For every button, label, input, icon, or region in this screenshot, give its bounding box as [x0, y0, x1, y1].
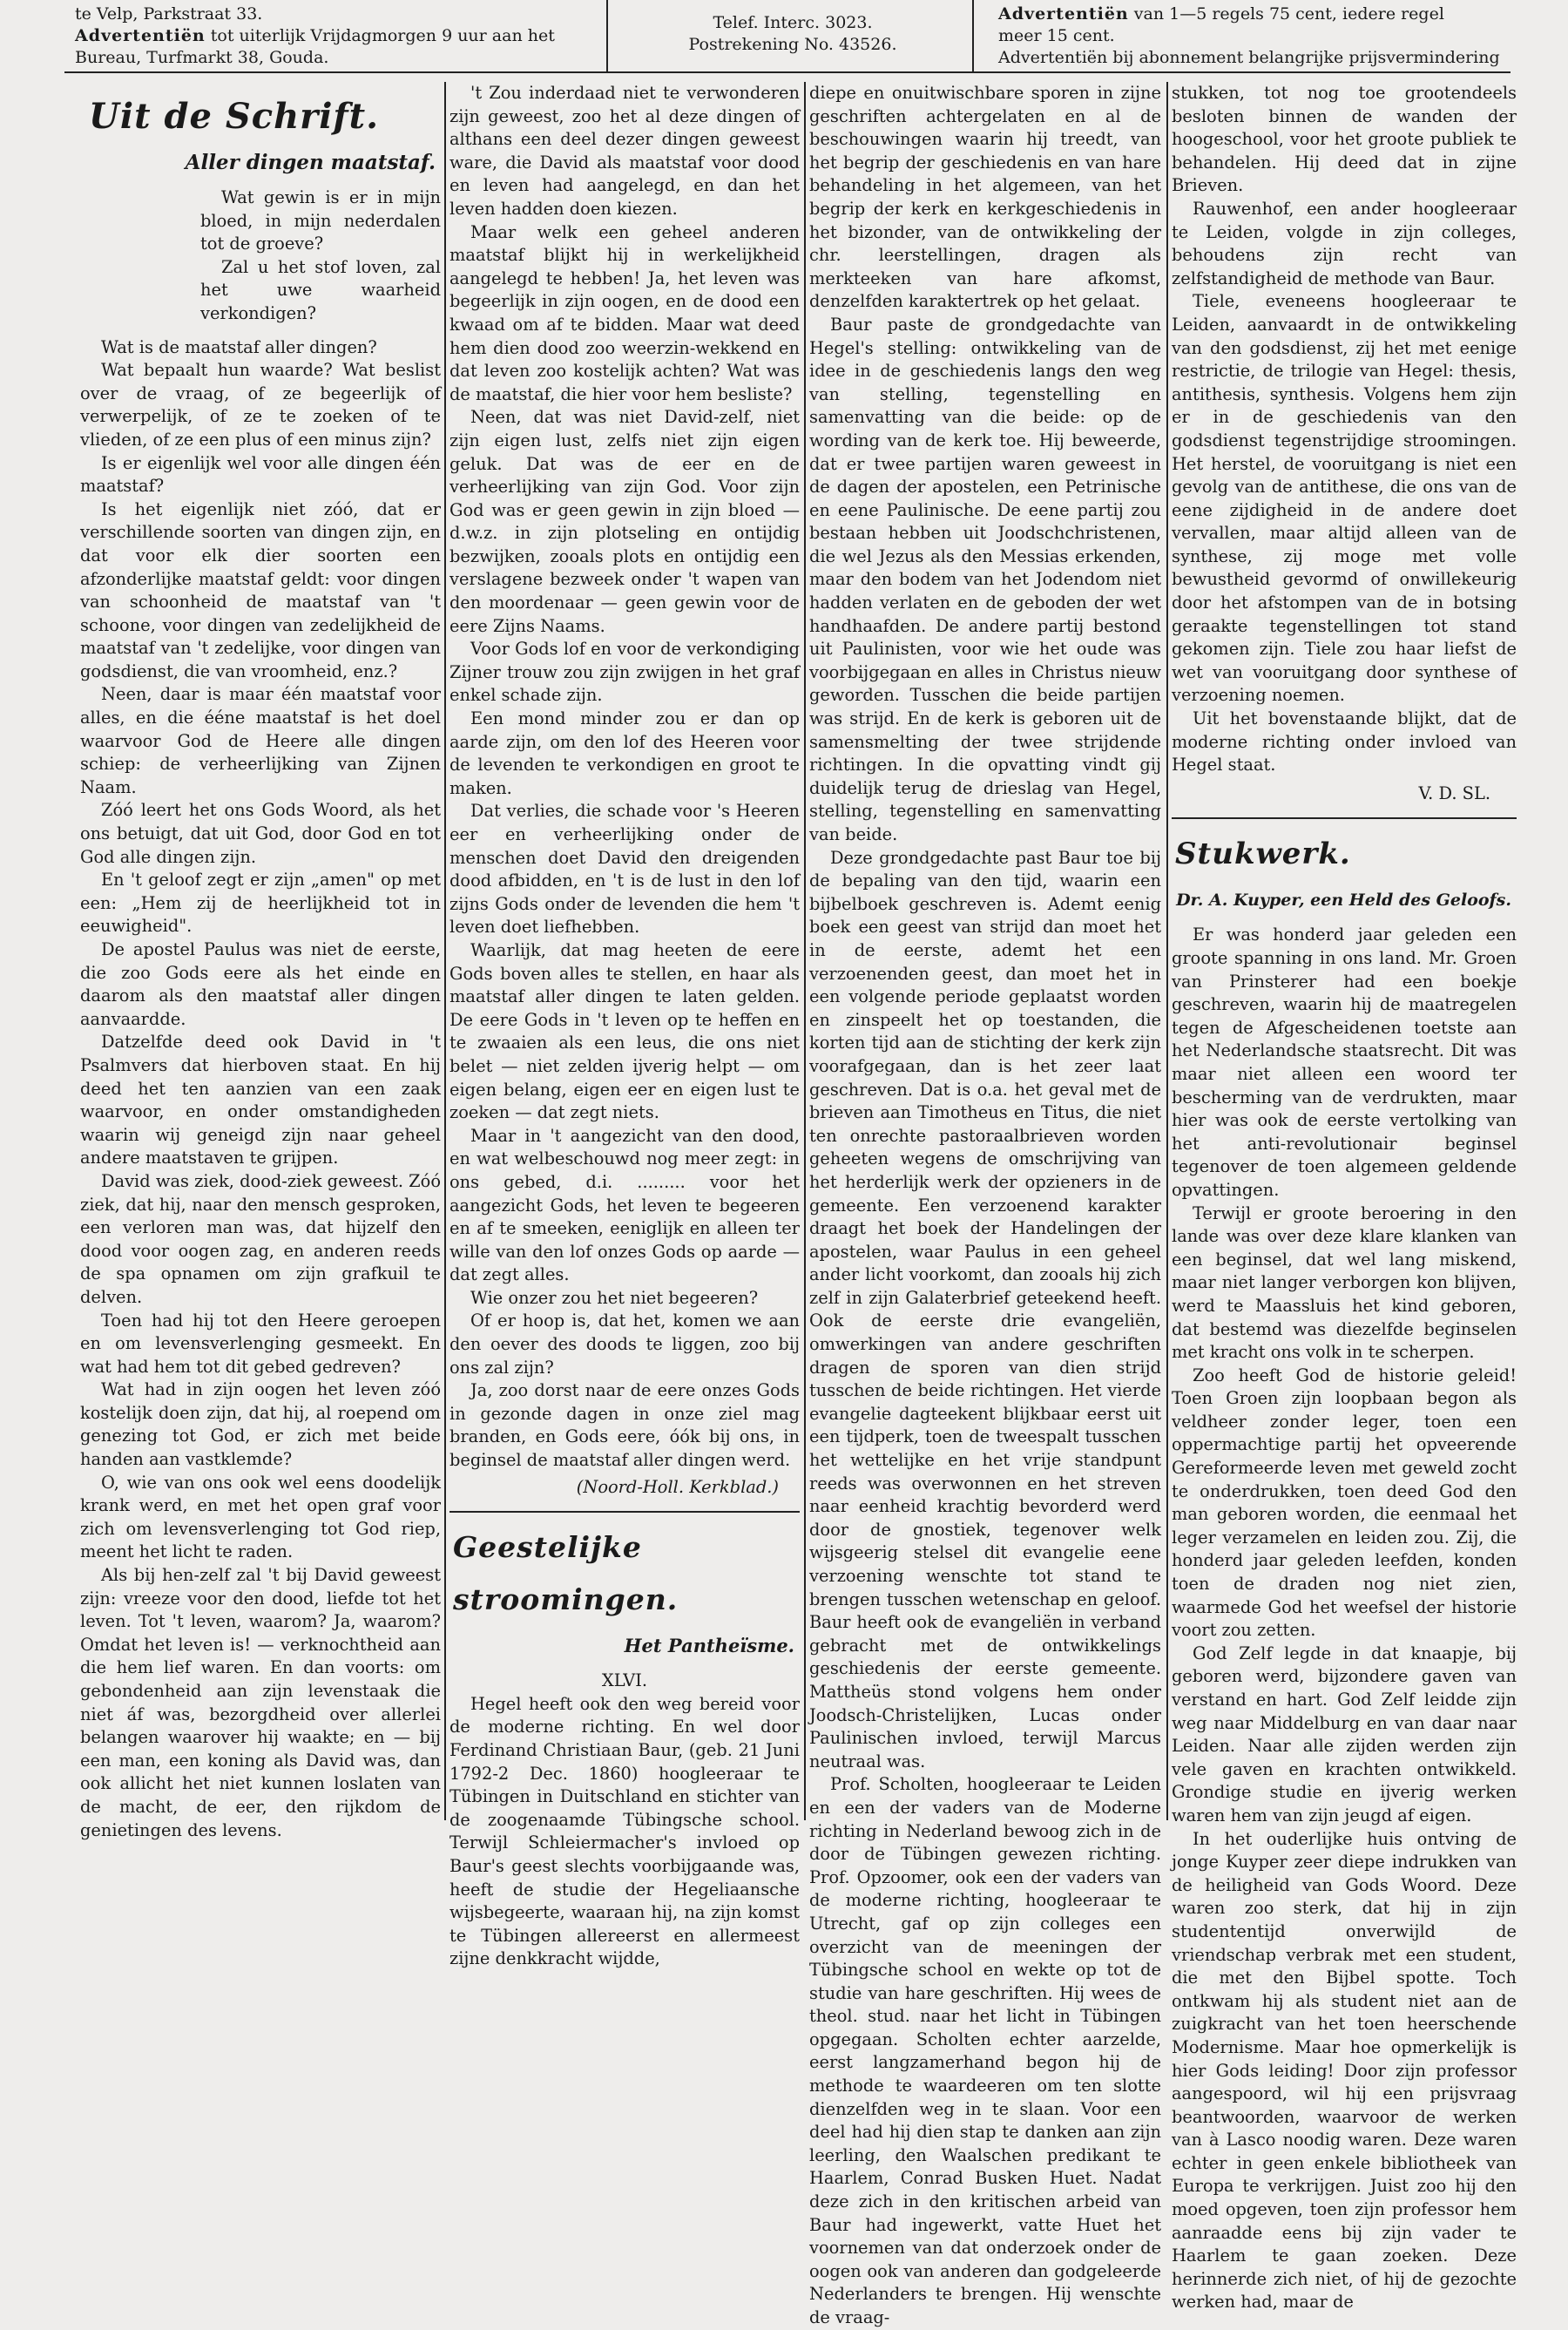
masthead-address	[75, 3, 598, 69]
advert-extra-rate: meer 15 cent.	[998, 26, 1115, 45]
paragraph: Wat had in zijn oogen het leven zóó kostelijk doen zijn, dat hij, al roepend om genezing tot God, er zich met beide handen aan vastklemde?	[80, 1379, 441, 1470]
column-3	[809, 82, 1161, 2330]
paragraph: Neen, daar is maar één maatstaf voor alles, en die ééne maatstaf is het doel waarvoor God de Heere alle dingen schiep: de verheerlijking van Zijnen Naam.	[80, 684, 441, 797]
paragraph: En 't geloof zegt er zijn „amen" op met een: „Hem zij de heerlijkheid tot in eeuwigheid".	[80, 870, 441, 937]
psalm-verse	[200, 186, 441, 326]
article-subheading: Aller dingen maatstaf.	[185, 151, 436, 174]
article-source: (Noord-Holl. Kerkblad.)	[576, 1476, 779, 1497]
paragraph: Zoo heeft God de historie geleid! Toen Groen zijn loopbaan begon als veldheer zonder leger, toen een oppermachtige partij het opveerende Gereformeerde leven met geweld zocht te onderdrukken, toen deed God den man geboren worden, die eenmaal het leger verzamelen en leiden zou. Zij, die honderd jaar geleden leefden, konden toen de draden nog niet zien, waarmede God het weefsel der historie voort zou zetten.	[1172, 1365, 1517, 1641]
column-rule	[444, 82, 446, 1820]
paragraph: Deze grondgedachte past Baur toe bij de bepaling van den tijd, waarin een bijbelboek geschreven is. Ademt eenig boek een geest van strijd dan moet het in de eerste, ademt het een verzoenenden geest, dan moet het in een volgende periode geplaatst worden en zinspeelt het op toestanden, die korten tijd aan de stichting der kerk zijn voorafgegaan, dan is het zeer laat geschreven. Dat is o.a. het geval met de brieven aan Timotheus en Titus, die niet ten onrechte pastoraalbrieven worden geheeten wegens de omschrijving van het herderlijk werk der opzieners in de gemeente. Een verzoenend karakter draagt het boek der Handelingen der apostelen, waar Paulus in een geheel ander licht voorkomt, dan zooals hij zich zelf in zijn Galaterbrief geteekend heeft. Ook de eerste drie evangeliën, omwerkingen van andere geschriften dragen de sporen van dien strijd tusschen de beide richtingen. Het vierde evangelie dagteekent blijkbaar eerst uit een tijdperk, toen de tweespalt tusschen het wettelijke en het vrije standpunt reeds was overwonnen en het streven naar eenheid krachtig bevorderd werd door de gnostiek, tegenover welk wijsgeerig stelsel dit evangelie eene verzoening wenschte tot stand te brengen tusschen wetenschap en geloof. Baur heeft ook de evangeliën in verband gebracht met de ontwikkelings geschiedenis der eerste gemeente. Mattheüs stond volgens hem onder Joodsch-Christelijken, Lucas onder Paulinischen invloed, terwijl Marcus neutraal was.	[809, 847, 1161, 1771]
masthead-bureau: Bureau, Turfmarkt 38, Gouda.	[75, 48, 329, 67]
masthead-address-line: te Velp, Parkstraat 33.	[75, 4, 263, 24]
article-heading: Stukwerk.	[1175, 836, 1351, 872]
masthead	[0, 0, 1568, 74]
verse-line: Wat gewin is er in mijn bloed, in mijn nederdalen tot de groeve?	[200, 187, 441, 254]
masthead-column-rule	[606, 0, 608, 73]
paragraph: Datzelfde deed ook David in 't Psalmvers dat hierboven staat. En hij deed het ten aanzien van een zaak waarvoor, en onder omstandigheden waarin wij geneigd zijn naar geheel andere maatstaven te grijpen.	[80, 1032, 441, 1168]
paragraph: Voor Gods lof en voor de verkondiging Zijner trouw zou zijn zwijgen in het graf enkel schade zijn.	[449, 639, 800, 706]
paragraph: Waarlijk, dat mag heeten de eere Gods boven alles te stellen, en haar als maatstaf aller dingen te laten gelden. De eere Gods in 't leven op te heffen en te zwaaien als een leus, die ons niet belet — niet zelden ijverig helpt — om eigen belang, eigen eer en eigen lust te zoeken — dat zegt niets.	[449, 939, 800, 1123]
column-2	[449, 82, 800, 1971]
paragraph: Wat is de maatstaf aller dingen?	[101, 336, 377, 357]
installment-number: XLVI.	[601, 1670, 648, 1691]
paragraph: Wat bepaalt hun waarde? Wat beslist over de vraag, of ze begeerlijk of verwerpelijk, of ze te zoeken of te vlieden, of ze een plus of een minus zijn?	[80, 360, 441, 450]
paragraph: Uit het bovenstaande blijkt, dat de moderne richting onder invloed van Hegel staat.	[1172, 708, 1517, 776]
paragraph: Er was honderd jaar geleden een groote spanning in ons land. Mr. Groen van Prinsterer had een boekje geschreven, waarin hij de maatregelen tegen de Afgescheidenen toetste aan het Nederlandsche staatsrecht. Dit was maar niet alleen een woord ter bescherming van de verdrukten, maar hier was ook de eerste vertolking van het anti-revolutionair beginsel tegenover de toen algemeen geldende opvattingen.	[1172, 925, 1517, 1200]
paragraph: Baur paste de grondgedachte van Hegel's stelling: ontwikkeling van de idee in de geschiedenis langs den weg van stelling, tegenstelling en samenvatting van die beide: op de wording van de kerk toe. Hij beweerde, dat er twee partijen waren geweest in de dagen der apostelen, een Petrinische en eene Paulinische. De eene partij zou bestaan hebben uit Joodschchristenen, die wel Jezus als den Messias erkenden, maar den bodem van het Jodendom niet hadden verlaten en de geboden der wet handhaafden. De andere partij bestond uit Paulinisten, voor wie het oude was voorbijgegaan en alles in Christus nieuw geworden. Tusschen die beide partijen was strijd. En de kerk is geboren uit de samensmelting der twee strijdende richtingen. In die opvatting vindt gij duidelijk terug de drieslag van Hegel, stelling, tegenstelling en samenvatting van beide.	[809, 314, 1161, 844]
paragraph: Tiele, eveneens hoogleeraar te Leiden, aanvaardt in de ontwikkeling van den godsdienst, zij het met eenige restrictie, de trilogie van Hegel: thesis, antithesis, synthesis. Volgens hem zijn er in de geschiedenis van den godsdienst tegenstrijdige stroomingen. Het herstel, de vooruitgang is niet een gevolg van de antithese, die ons van de eene zijdigheid in de andere doet vervallen, maar altijd alleen van de synthese, zij moge met volle bewustheid gevormd of onwillekeurig door het afstompen van de in botsing geraakte tegenstellingen tot stand gekomen zijn. Tiele zou haar liefst de wet van vooruitgang door synthese of verzoening noemen.	[1172, 291, 1517, 706]
section-divider	[449, 1511, 800, 1513]
advert-deadline: tot uiterlijk Vrijdagmorgen 9 uur aan het	[210, 26, 555, 45]
paragraph: 't Zou inderdaad niet te verwonderen zijn geweest, zoo het al deze dingen of althans een deel dezer dingen geweest ware, die David als maatstaf voor dood en leven had aangelegd, en dan het leven hadden doen kiezen.	[449, 83, 800, 219]
paragraph: diepe en onuitwischbare sporen in zijne geschriften achtergelaten en al de beschouwingen waarin hij treedt, van het begrip der geschiedenis en van hare behandeling in het algemeen, van het begrip der kerk en kerkgeschiedenis in het bizonder, van de ontwikkeling der chr. leerstellingen, dragen als merkteeken van hare afkomst, denzelfden karaktertrek op het gelaat.	[809, 83, 1161, 312]
paragraph: De apostel Paulus was niet de eerste, die zoo Gods eere als het einde en daarom als den maatstaf aller dingen aanvaardde.	[80, 939, 441, 1029]
paragraph: Toen had hij tot den Heere geroepen en om levensverlenging gesmeekt. En wat had hem tot dit gebed gedreven?	[80, 1310, 441, 1377]
section-divider	[1172, 817, 1517, 819]
masthead-divider	[64, 71, 1511, 73]
paragraph: Prof. Scholten, hoogleeraar te Leiden en een der vaders van de Moderne richting in Nederland bewoog zich in de door de Tübingen gewezen richting. Prof. Opzoomer, ook een der vaders van de moderne richting, hoogleeraar te Utrecht, gaf op zijn colleges een overzicht van de meeningen der Tübingsche school en wekte op tot de studie van hare geschriften. Hij wees de theol. stud. naar het licht in Tübingen opgegaan. Scholten echter aarzelde, eerst langzamerhand begon hij de methode te waardeeren om ten slotte dienzelfden weg in te slaan. Voor een deel had hij dien stap te danken aan zijn leerling, den Waalschen predikant te Haarlem, Conrad Busken Huet. Nadat deze zich in den kritischen arbeid van Baur had ingewerkt, vatte Huet het voornemen van dat onderzoek onder de oogen ook van anderen dan godgeleerde Nederlanders te brengen. Hij wenschte de vraag-	[809, 1774, 1161, 2327]
phone-number: Telef. Interc. 3023.	[713, 13, 873, 32]
advert-rates-label: Advertentiën	[998, 4, 1129, 24]
column-rule	[1166, 82, 1168, 1820]
column-1	[80, 82, 441, 1842]
paragraph: Ja, zoo dorst naar de eere onzes Gods in gezonde dagen in onze ziel mag branden, en Gods eere, óók bij ons, in beginsel de maatstaf aller dingen werd.	[449, 1380, 800, 1471]
paragraph: Hegel heeft ook den weg bereid voor de moderne richting. En wel door Ferdinand Christiaan Baur, (geb. 21 Juni 1792-2 Dec. 1860) hoogleeraar te Tübingen in Duitschland en stichter van de zoogenaamde Tübingsche school. Terwijl Schleiermacher's invloed op Baur's geest slechts voorbijgaande was, heeft de studie der Hegeliaansche wijsbegeerte, waaraan hij, na zijn komst te Tübingen allereerst en allermeest zijne denkkracht wijdde,	[449, 1693, 800, 1969]
column-rule	[804, 82, 806, 1820]
verse-line: Zal u het stof loven, zal het uwe waarheid verkondigen?	[200, 256, 441, 323]
paragraph: Rauwenhof, een ander hoogleeraar te Leiden, volgde in zijn colleges, behoudens zijn recht van zelfstandigheid de methode van Baur.	[1172, 198, 1517, 288]
advert-discount: Advertentiën bij abonnement belangrijke prijsvermindering	[998, 48, 1500, 67]
author-signature: V. D. SL.	[1418, 782, 1490, 803]
advert-rates: van 1—5 regels 75 cent, iedere regel	[1133, 4, 1444, 24]
paragraph: Dat verlies, die schade voor 's Heeren eer en verheerlijking onder de menschen doet David den dreigenden dood afbidden, en 't is de lust in den lof zijns Gods onder de levenden die hem 't leven doet liefhebben.	[449, 801, 800, 938]
article-heading: Geestelijke stroomingen.	[453, 1530, 679, 1617]
postal-account: Postrekening No. 43526.	[688, 35, 897, 54]
advert-label: Advertentiën	[75, 26, 206, 45]
paragraph: stukken, tot nog toe grootendeels besloten binnen de wanden der hoogeschool, voor het groote publiek te behandelen. Hij deed dat in zijne Brieven.	[1172, 83, 1517, 196]
masthead-contact	[662, 12, 923, 56]
masthead-rates	[998, 3, 1521, 69]
paragraph: God Zelf legde in dat knaapje, bij geboren werd, bijzondere gaven van verstand en hart. God Zelf leidde zijn weg naar Middelburg en van daar naar Leiden. Naar alle zijden werden zijn vele gaven en krachten ontwikkeld. Grondige studie en ijverig werken waren hem van zijn jeugd af eigen.	[1172, 1643, 1517, 1825]
paragraph: O, wie van ons ook wel eens doodelijk krank werd, en met het open graf voor zich om levensverlenging tot God riep, meent het licht te raden.	[80, 1472, 441, 1562]
paragraph: Maar in 't aangezicht van den dood, en wat welbeschouwd nog meer zegt: in ons gebed, d.i. ......... voor het aangezicht Gods, het leven te begeeren en af te smeeken, eeniglijk en alleen ter wille van den lof onzes Gods op aarde — dat zegt alles.	[449, 1125, 800, 1285]
article-subheading: Het Pantheïsme.	[624, 1635, 794, 1657]
paragraph: In het ouderlijke huis ontving de jonge Kuyper zeer diepe indrukken van de heiligheid van Gods Woord. Deze waren zoo sterk, dat hij in zijn studententijd onverwijld de vriendschap verbrak met een student, die met den Bijbel spotte. Toch ontkwam hij als student niet aan de zuigkracht van het toen heerschende Modernisme. Maar hoe opmerkelijk is hier Gods leiding! Door zijn professor aangespoord, wil hij een prijsvraag beantwoorden, waarvoor de werken van à Lasco noodig waren. Deze waren echter in geen enkele bibliotheek van Europa te verkrijgen. Juist zoo hij den moed opgeven, toen zijn professor hem aanraadde eens bij zijn vader te Haarlem te gaan zoeken. Deze herinnerde zich niet, of hij de gezochte werken had, maar de	[1172, 1828, 1517, 2313]
article-subheading: Dr. A. Kuyper, een Held des Geloofs.	[1176, 891, 1511, 911]
paragraph: Zóó leert het ons Gods Woord, als het ons betuigt, dat uit God, door God en tot God alle dingen zijn.	[80, 800, 441, 867]
paragraph: Neen, dat was niet David-zelf, niet zijn eigen lust, zelfs niet zijn eigen geluk. Dat was de eer en de verheerlijking van zijn God. Voor zijn God was er geen gewin in zijn bloed — d.w.z. in zijn plotseling en ontijdig bezwijken, zooals plots en ontijdig een verslagene bezweek onder 't wapen van den moordenaar — geen gewin voor de eere Zijns Naams.	[449, 407, 800, 636]
column-4	[1172, 82, 1517, 2314]
paragraph: Maar welk een geheel anderen maatstaf blijkt hij in werkelijkheid aangelegd te hebben! Ja, het leven was begeerlijk in zijn oogen, en de dood een kwaad om af te bidden. Maar wat deed hem dien dood zoo weerzin-wekkend en dat leven zoo kostelijk achten? Wat was de maatstaf, die hier voor hem besliste?	[449, 221, 800, 404]
article-heading: Uit de Schrift.	[89, 96, 380, 137]
paragraph: Of er hoop is, dat het, komen we aan den oever des doods te liggen, zoo bij ons zal zijn?	[449, 1311, 800, 1378]
paragraph: Als bij hen-zelf zal 't bij David geweest zijn: vreeze voor den dood, liefde tot het leven. Tot 't leven, waarom? Ja, waarom? Omdat het leven is! — verknochtheid aan die hem lief waren. En dan voorts: om gebondenheid aan zijn levenstaak die niet áf was, bezorgdheid over allerlei belangen waarover hij waakte; en — bij een man, een koning als David was, dan ook allicht het niet kunnen loslaten van de macht, de eer, den rijkdom de genietingen des levens.	[80, 1565, 441, 1840]
paragraph: Is het eigenlijk niet zóó, dat er verschillende soorten van dingen zijn, en dat voor elk dier soorten een afzonderlijke maatstaf geldt: voor dingen van schoonheid de maatstaf van 't schoone, voor dingen van zedelijkheid de maatstaf van 't zedelijke, voor dingen van godsdienst, die van vroomheid, enz.?	[80, 498, 441, 681]
paragraph: Wie onzer zou het niet begeeren?	[470, 1287, 759, 1308]
masthead-column-rule	[972, 0, 974, 73]
paragraph: Terwijl er groote beroering in den lande was over deze klare klanken van een beginsel, dat wel lang miskend, maar niet langer verborgen kon blijven, werd te Maassluis het kind geboren, dat bestemd was diezelfde beginselen met kracht ons volk in te scherpen.	[1172, 1202, 1517, 1363]
paragraph: Een mond minder zou er dan op aarde zijn, om den lof des Heeren voor de levenden te verkondigen en groot te maken.	[449, 708, 800, 798]
paragraph: Is er eigenlijk wel voor alle dingen één maatstaf?	[80, 452, 441, 497]
paragraph: David was ziek, dood-ziek geweest. Zóó ziek, dat hij, naar den mensch gesproken, een verloren man was, dat hijzelf den dood voor oogen zag, en anderen reeds de spa opnamen om zijn grafkuil te delven.	[80, 1170, 441, 1307]
